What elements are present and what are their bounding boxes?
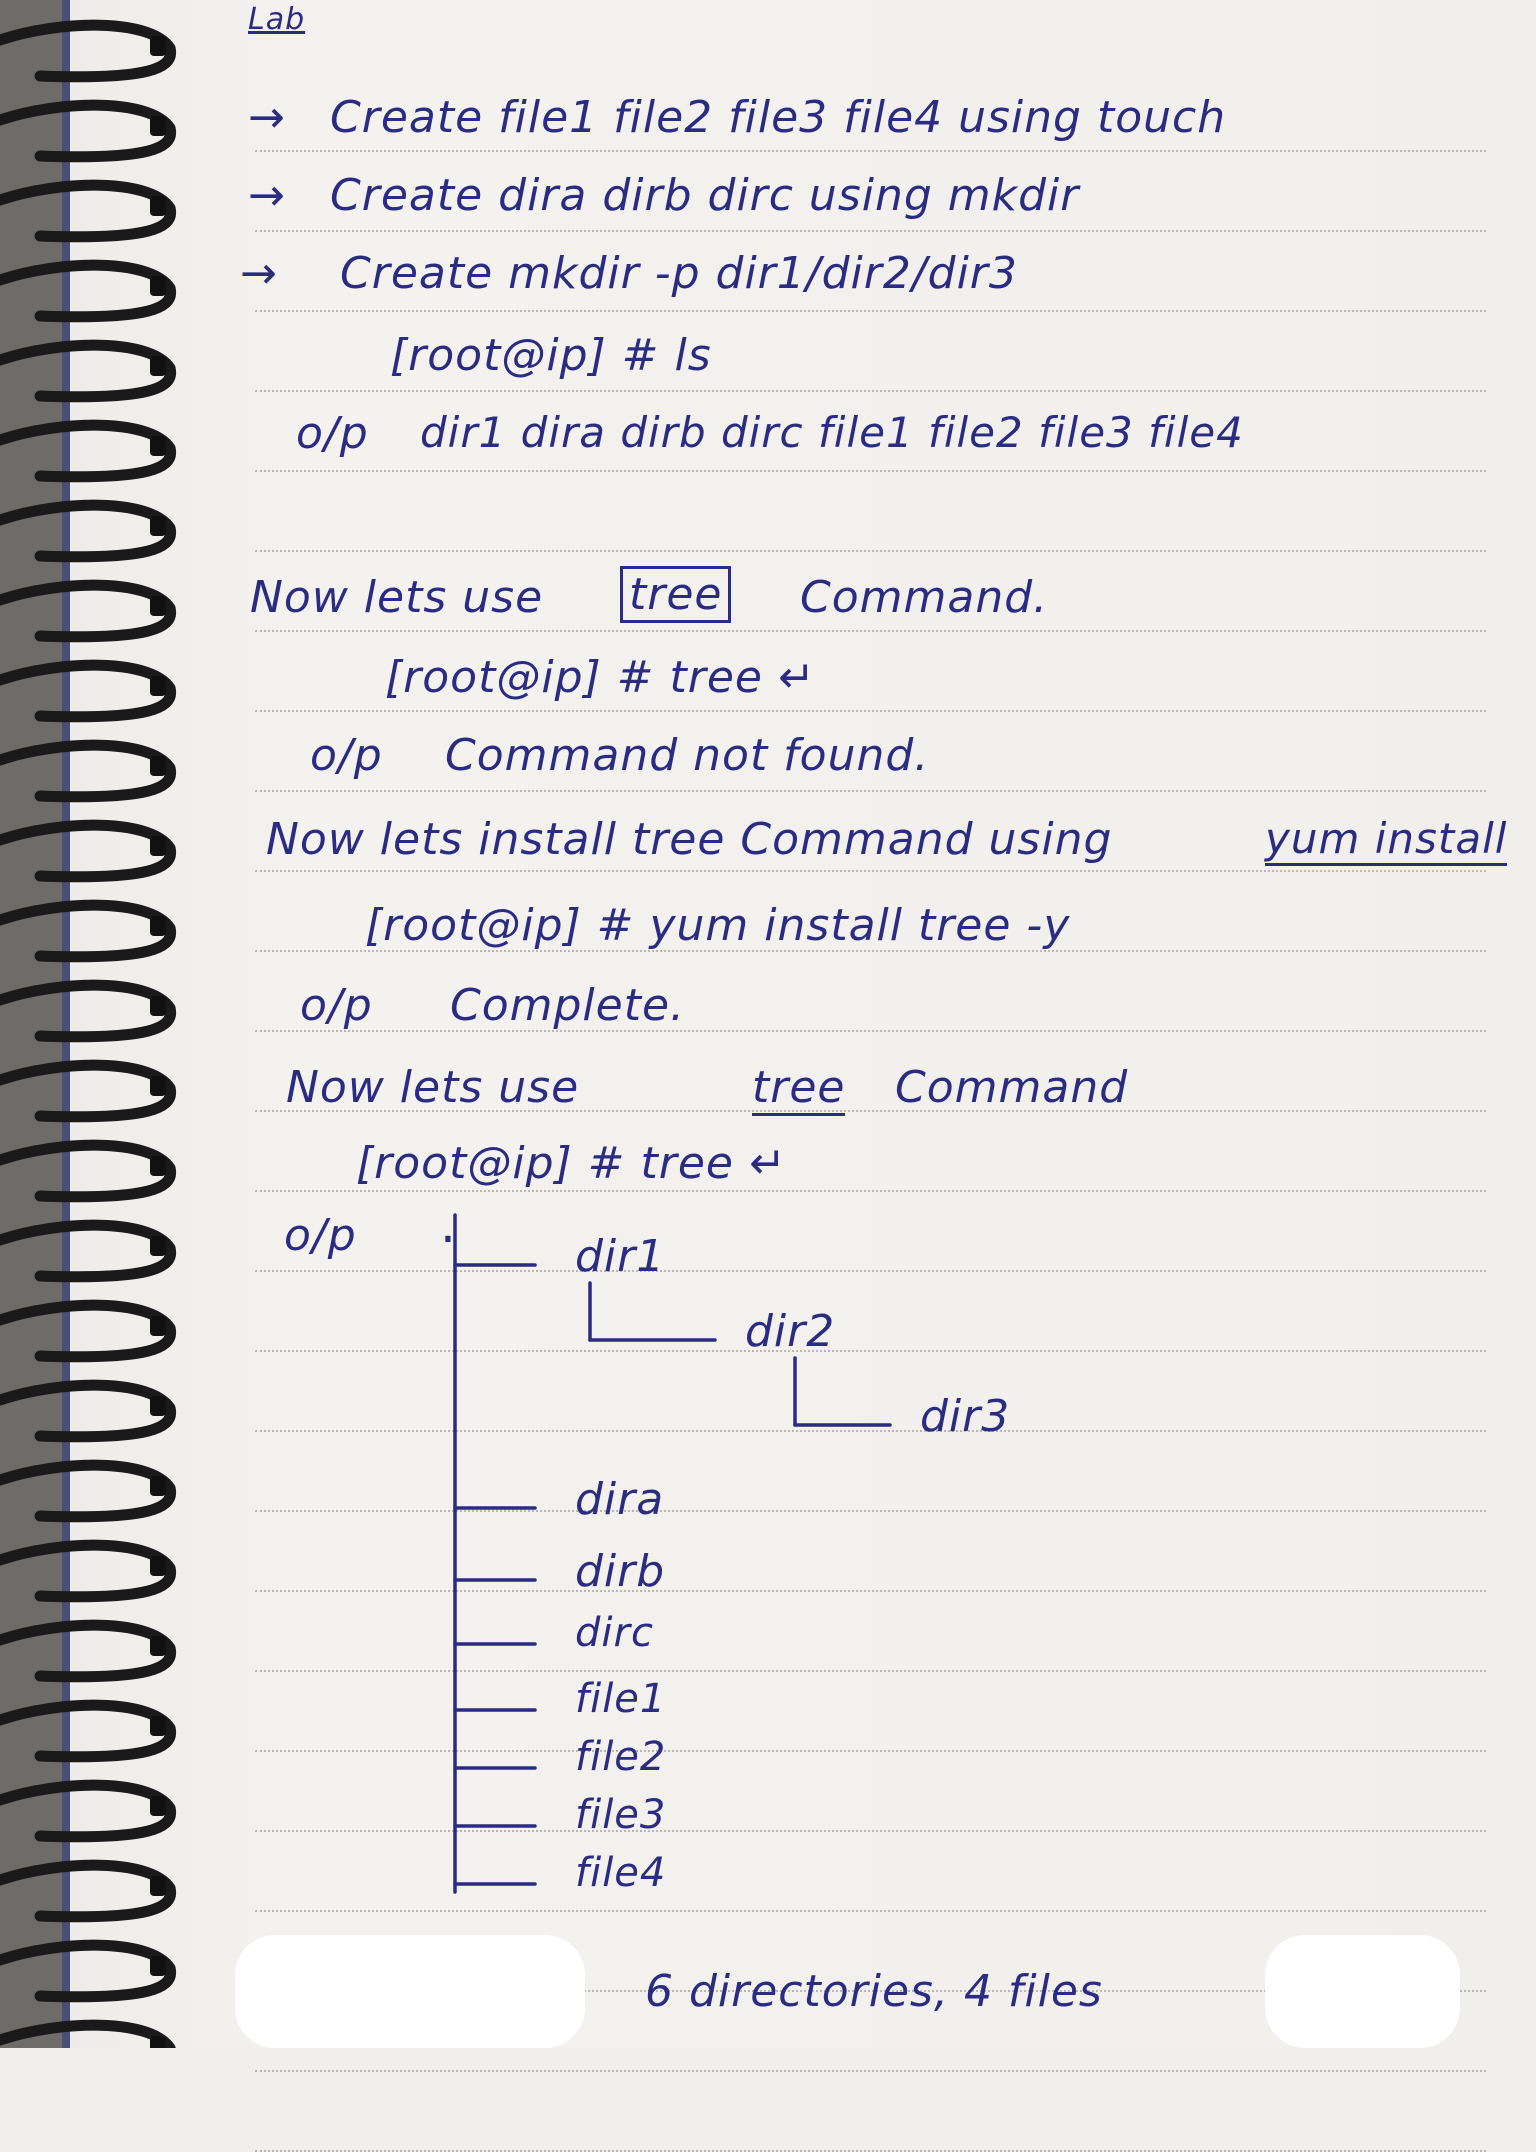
task-item: Create file1 file2 file3 file4 using touch <box>330 92 1227 143</box>
task-bullet: → <box>248 92 286 143</box>
redaction-blob-left <box>235 1935 585 2048</box>
tree-node-dirc: dirc <box>575 1610 654 1656</box>
tree-summary: 6 directories, 4 files <box>645 1966 1103 2017</box>
tree-node-dira: dira <box>575 1474 665 1525</box>
tree-boxed-word: tree <box>620 566 731 623</box>
ls-output: dir1 dira dirb dirc file1 file2 file3 file4 <box>420 408 1244 457</box>
tree-attempt-output: Command not found. <box>445 730 930 781</box>
tree-node-dir1: dir1 <box>575 1231 666 1282</box>
tree-use-suffix: Command <box>895 1062 1129 1113</box>
redaction-blob-right <box>1265 1935 1460 2048</box>
tree-node-file3: file3 <box>575 1792 667 1838</box>
install-output: Complete. <box>450 980 686 1031</box>
tree-node-dirb: dirb <box>575 1546 666 1597</box>
install-note-text: Now lets install tree Command using <box>266 814 1113 865</box>
tree-node-dir2: dir2 <box>745 1306 836 1357</box>
tree-root: . <box>440 1196 457 1254</box>
task-item: Create dira dirb dirc using mkdir <box>330 170 1080 221</box>
header-label: Lab <box>248 2 306 37</box>
tree-run-output-label: o/p <box>284 1210 357 1261</box>
tree-node-file1: file1 <box>575 1676 667 1722</box>
task-item: Create mkdir -p dir1/dir2/dir3 <box>340 248 1018 299</box>
task-bullet: → <box>248 170 286 221</box>
tree-node-dir3: dir3 <box>920 1391 1011 1442</box>
tree-use-prefix: Now lets use <box>286 1062 580 1113</box>
install-note-underlined: yum install <box>1265 814 1507 866</box>
tree-node-file4: file4 <box>575 1850 667 1896</box>
tree-node-file2: file2 <box>575 1734 667 1780</box>
tree-attempt-prompt: [root@ip] # tree ↵ <box>385 652 816 703</box>
tree-intro-suffix: Command. <box>800 572 1049 623</box>
tree-attempt-output-label: o/p <box>310 730 383 781</box>
ruled-line <box>255 2070 1486 2072</box>
ls-prompt: [root@ip] # ls <box>390 330 712 381</box>
install-prompt: [root@ip] # yum install tree -y <box>365 900 1071 951</box>
tree-use-underlined: tree <box>752 1062 845 1116</box>
install-output-label: o/p <box>300 980 373 1031</box>
ls-output-label: o/p <box>296 408 369 459</box>
tree-run-prompt: [root@ip] # tree ↵ <box>356 1138 787 1189</box>
tree-intro-prefix: Now lets use <box>250 572 544 623</box>
task-bullet: → <box>240 248 278 299</box>
